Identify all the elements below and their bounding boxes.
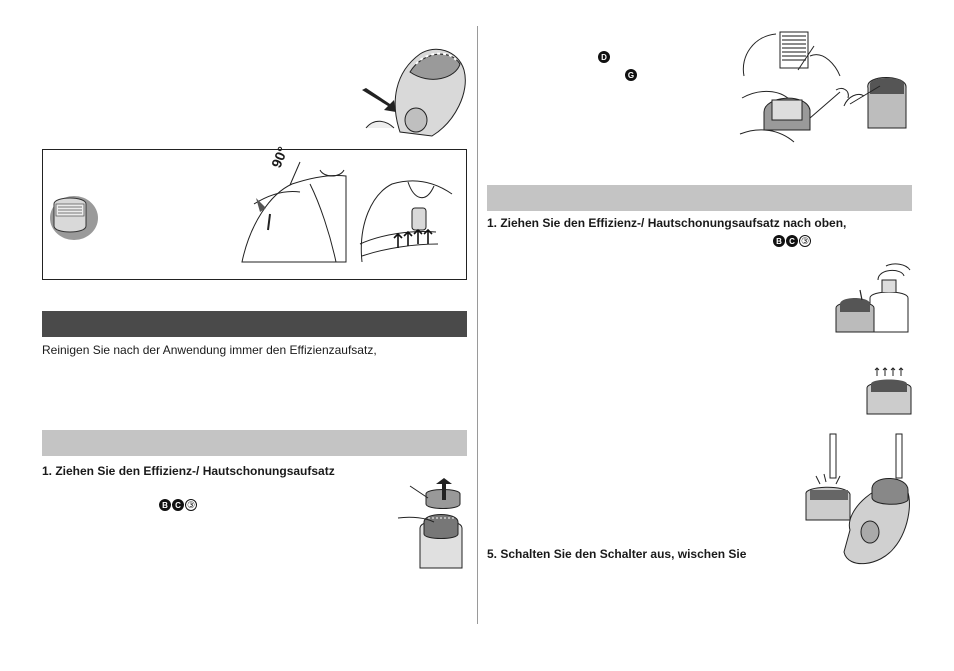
ref-number: ③: [186, 499, 196, 510]
badge-g: G: [625, 69, 637, 81]
oil-bottle-illustration: [834, 262, 912, 332]
brush-cleaning-illustration: [740, 26, 914, 144]
ref-badge-b-right: B: [773, 235, 785, 247]
section-header-light-left: [42, 430, 467, 456]
column-divider: [477, 26, 478, 624]
cleaning-intro-text: Reinigen Sie nach der Anwendung immer den Effizienzaufsatz,: [42, 343, 377, 357]
brush-device-illustration: [804, 434, 914, 570]
angle-label: 90°: [268, 144, 291, 170]
right-step-5: 5. Schalten Sie den Schalter aus, wischen Sie: [487, 547, 747, 561]
arm-epilation-illustration: [352, 164, 462, 262]
marker-d: [598, 51, 611, 63]
ref-badge-c: C: [172, 499, 184, 511]
left-step-1: 1. Ziehen Sie den Effizienz-/ Hautschonungsaufsatz: [42, 464, 335, 478]
remove-attachment-illustration: [398, 478, 466, 568]
rinse-attachment-illustration: [865, 366, 913, 414]
section-header-dark: [42, 311, 467, 337]
right-reference: [773, 235, 811, 247]
left-reference: [159, 499, 197, 511]
ref-badge-c-right: C: [786, 235, 798, 247]
badge-d: D: [598, 51, 610, 63]
ref-number-right: ③: [800, 235, 810, 246]
attachment-illustration: [48, 190, 100, 242]
epilator-button-illustration: [360, 42, 472, 138]
right-step-1: 1. Ziehen Sie den Effizienz-/ Hautschonungsaufsatz nach oben,: [487, 216, 847, 230]
marker-g: [625, 69, 638, 81]
ref-badge-b: B: [159, 499, 171, 511]
section-header-light-right: [487, 185, 912, 211]
leg-epilation-illustration: [240, 154, 350, 262]
